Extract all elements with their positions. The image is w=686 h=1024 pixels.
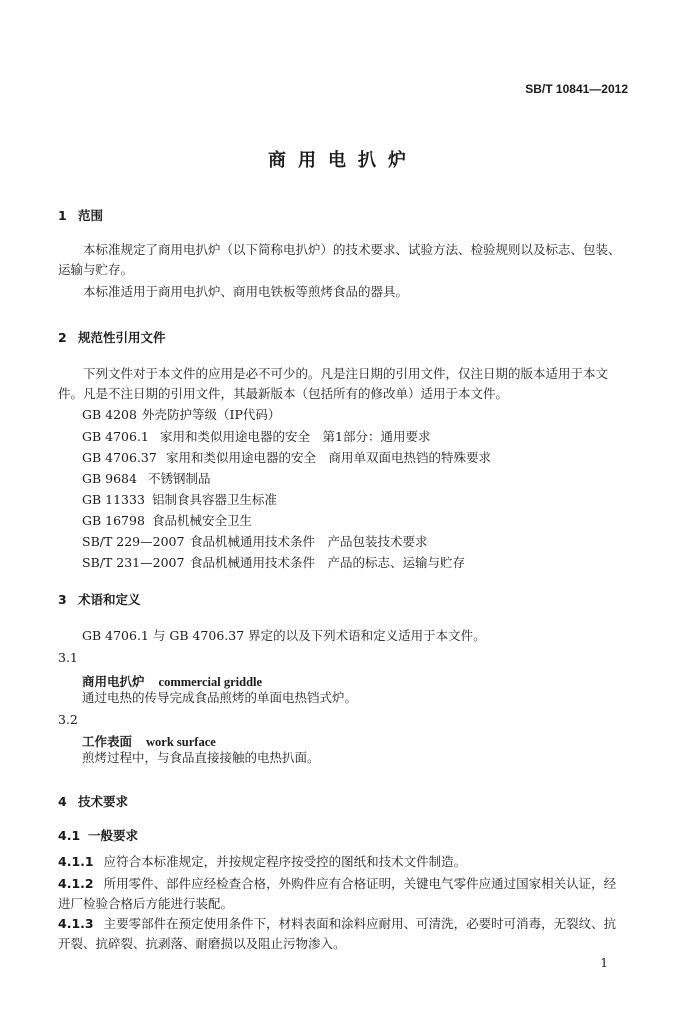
section-1-paragraph-1: 本标准规定了商用电扒炉（以下简称电扒炉）的技术要求、试验方法、检验规则以及标志、包装、运输与贮存。 [58, 242, 621, 277]
reference-item: GB 9684 不锈钢制品 [82, 471, 211, 486]
section-number: 3 [58, 592, 67, 607]
section-1-heading [58, 206, 103, 224]
term-definition: 煎烤过程中，与食品直接接触的电热扒面。 [82, 750, 320, 765]
term-title: 商用电扒炉 commercial griddle [82, 674, 263, 689]
section-2-heading [58, 328, 166, 346]
section-number: 2 [58, 330, 67, 345]
reference-item: SB/T 229—2007 食品机械通用技术条件 产品包装技术要求 [82, 534, 428, 549]
reference-item: GB 11333 铝制食具容器卫生标准 [82, 492, 278, 507]
section-number: 1 [58, 208, 67, 223]
section-3-heading [58, 590, 141, 608]
clause-4-1-1: 4.1.1 应符合本标准规定，并按规定程序按受控的图纸和技术文件制造。 [58, 854, 467, 869]
reference-item: GB 4208 外壳防护等级（IP代码） [82, 407, 281, 422]
section-title: 规范性引用文件 [78, 330, 166, 345]
section-title: 技术要求 [78, 794, 129, 809]
section-title: 范围 [78, 208, 104, 223]
term-definition: 通过电热的传导完成食品煎烤的单面电热铛式炉。 [82, 690, 358, 705]
document-title: 商用电扒炉 [268, 150, 418, 171]
reference-item: SB/T 231—2007 食品机械通用技术条件 产品的标志、运输与贮存 [82, 555, 466, 570]
section-title: 术语和定义 [78, 592, 141, 607]
clause-4-1-2: 4.1.2 所用零件、部件应经检查合格，外购件应有合格证明，关键电气零件应通过国家相关认证，经进厂检验合格后方能进行装配。 [58, 876, 617, 911]
section-1-paragraph-2: 本标准适用于商用电扒炉、商用电铁板等煎烤食品的器具。 [83, 284, 409, 299]
reference-item: GB 4706.37 家用和类似用途电器的安全 商用单双面电热铛的特殊要求 [82, 450, 492, 465]
reference-item: GB 16798 食品机械安全卫生 [82, 513, 253, 528]
section-3-paragraph-1: GB 4706.1 与 GB 4706.37 界定的以及下列术语和定义适用于本文件。 [82, 628, 486, 643]
term-number: 3.1 [58, 650, 78, 665]
term-title: 工作表面 work surface [82, 734, 216, 749]
section-2-paragraph-1: 下列文件对于本文件的应用是必不可少的。凡是注日期的引用文件，仅注日期的版本适用于本文件。凡是不注日期的引用文件，其最新版本（包括所有的修改单）适用于本文件。 [58, 366, 609, 401]
standard-number: SB/T 10841—2012 [525, 82, 628, 96]
term-number: 3.2 [58, 712, 78, 727]
subsection-heading: 4.1 一般要求 [58, 828, 139, 843]
section-4-heading [58, 792, 128, 810]
page-number: 1 [600, 956, 608, 970]
clause-4-1-3: 4.1.3 主要零部件在预定使用条件下，材料表面和涂料应耐用、可清洗，必要时可消毒，无裂纹、抗开裂、抗碎裂、抗剥落、耐磨损以及阻止污物渗入。 [58, 916, 617, 951]
reference-item: GB 4706.1 家用和类似用途电器的安全 第1部分：通用要求 [82, 429, 431, 444]
section-number: 4 [58, 794, 67, 809]
